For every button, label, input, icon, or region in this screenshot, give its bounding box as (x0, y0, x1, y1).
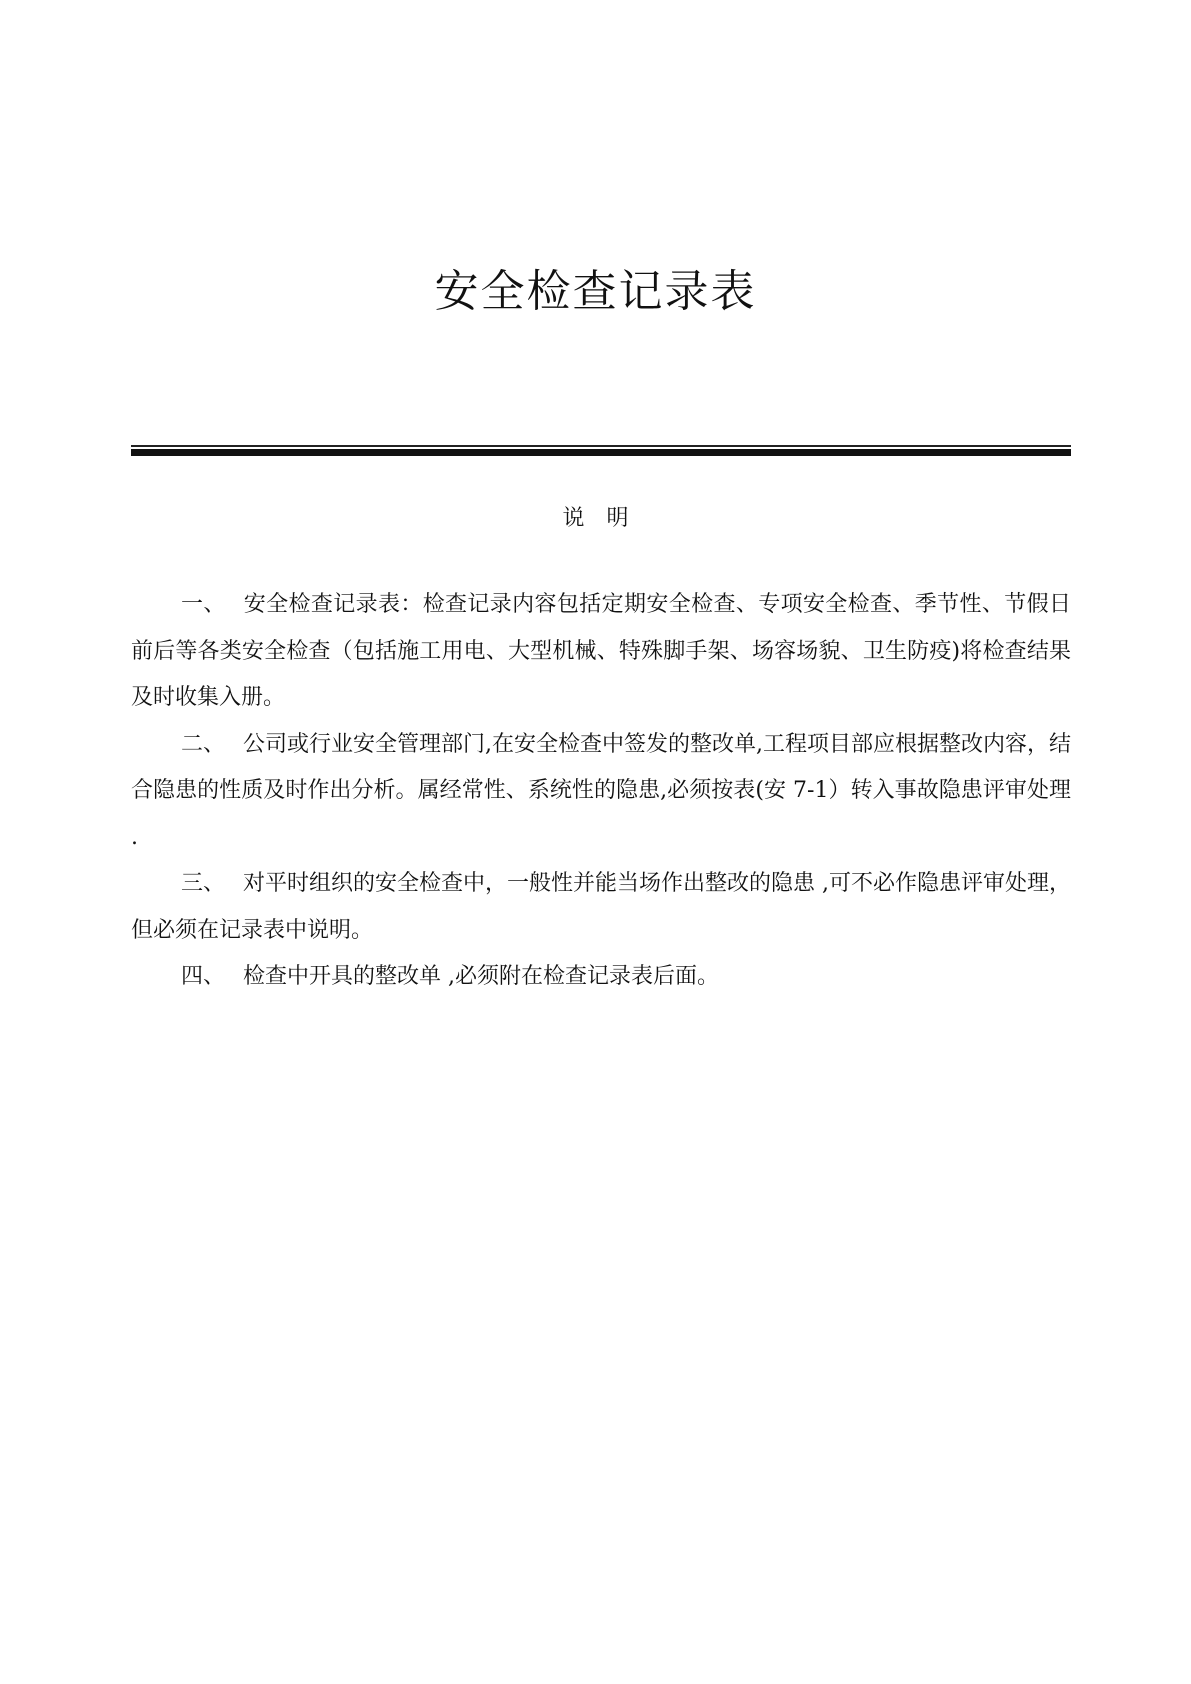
instructions-body (131, 582, 1071, 1001)
paragraph-number: 二、 (181, 731, 226, 757)
paragraph-number: 四、 (181, 964, 226, 989)
document-title: 安全检查记录表 (434, 266, 757, 317)
title-divider-thin (131, 445, 1071, 447)
instruction-paragraph-2 (131, 722, 1071, 862)
paragraph-number: 三、 (181, 871, 226, 896)
instruction-paragraph-1 (131, 582, 1071, 722)
section-heading: 说 明 (562, 506, 629, 531)
paragraph-text: 安全检查记录表：检查记录内容包括定期安全检查、专项安全检查、季节性、节假日前后等各类安全检查（包括施工用电、大型机械、特殊脚手架、场容场貌、卫生防疫)将检查结果及时收集入册。 (131, 592, 1071, 710)
paragraph-number: 一、 (181, 592, 226, 617)
paragraph-text: 检查中开具的整改单 ,必须附在检查记录表后面。 (243, 964, 720, 989)
paragraph-text: 公司或行业安全管理部门,在安全检查中签发的整改单,工程项目部应根据整改内容，结合隐患的性质及时作出分析。属经常性、系统性的隐患,必须按表(安 7-1）转入事故隐患评审处理 . (131, 731, 1072, 850)
title-divider-thick (131, 449, 1071, 456)
instruction-paragraph-3 (131, 861, 1071, 954)
paragraph-text: 对平时组织的安全检查中，一般性并能当场作出整改的隐患 ,可不必作隐患评审处理，但必须在记录表中说明。 (131, 871, 1072, 943)
instruction-paragraph-4 (131, 954, 1071, 1001)
